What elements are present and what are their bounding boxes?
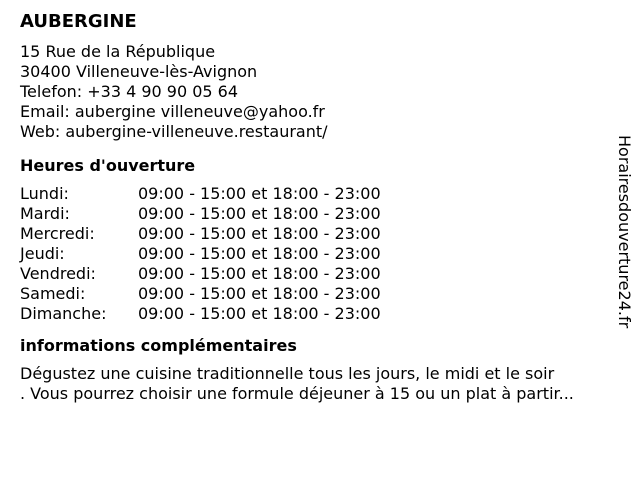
hours-row-thursday [20,244,620,264]
day-label: Jeudi: [20,244,65,263]
time-range: 09:00 - 15:00 et 18:00 - 23:00 [138,244,381,263]
hours-row-saturday [20,284,620,304]
address-street: 15 Rue de la République [20,42,216,61]
opening-hours-list [20,184,620,324]
hours-row-tuesday [20,204,620,224]
time-range: 09:00 - 15:00 et 18:00 - 23:00 [138,264,381,283]
hours-row-monday [20,184,620,204]
day-label: Vendredi: [20,264,96,283]
day-label: Samedi: [20,284,86,303]
time-range: 09:00 - 15:00 et 18:00 - 23:00 [138,204,381,223]
day-label: Mardi: [20,204,70,223]
hours-row-friday [20,264,620,284]
day-label: Dimanche: [20,304,107,323]
site-watermark: Horairesdouverture24.fr [615,135,634,329]
description-line-continued: . Vous pourrez choisir une formule déjeuner à 15 ou un plat à partir... [20,384,574,403]
business-name: AUBERGINE [20,11,137,32]
hours-row-wednesday [20,224,620,244]
time-range: 09:00 - 15:00 et 18:00 - 23:00 [138,284,381,303]
opening-hours-title: Heures d'ouverture [20,156,196,175]
phone-number: Telefon: +33 4 90 90 05 64 [20,82,239,101]
additional-info-title: informations complémentaires [20,336,297,355]
time-range: 09:00 - 15:00 et 18:00 - 23:00 [138,304,381,323]
time-range: 09:00 - 15:00 et 18:00 - 23:00 [138,224,381,243]
business-card [20,10,620,404]
description-line: Dégustez une cuisine traditionnelle tous les jours, le midi et le soir [20,364,555,383]
email-address: Email: aubergine villeneuve@yahoo.fr [20,102,325,121]
day-label: Lundi: [20,184,69,203]
time-range: 09:00 - 15:00 et 18:00 - 23:00 [138,184,381,203]
website-url: Web: aubergine-villeneuve.restaurant/ [20,122,328,141]
hours-row-sunday [20,304,620,324]
day-label: Mercredi: [20,224,95,243]
address-city: 30400 Villeneuve-lès-Avignon [20,62,258,81]
